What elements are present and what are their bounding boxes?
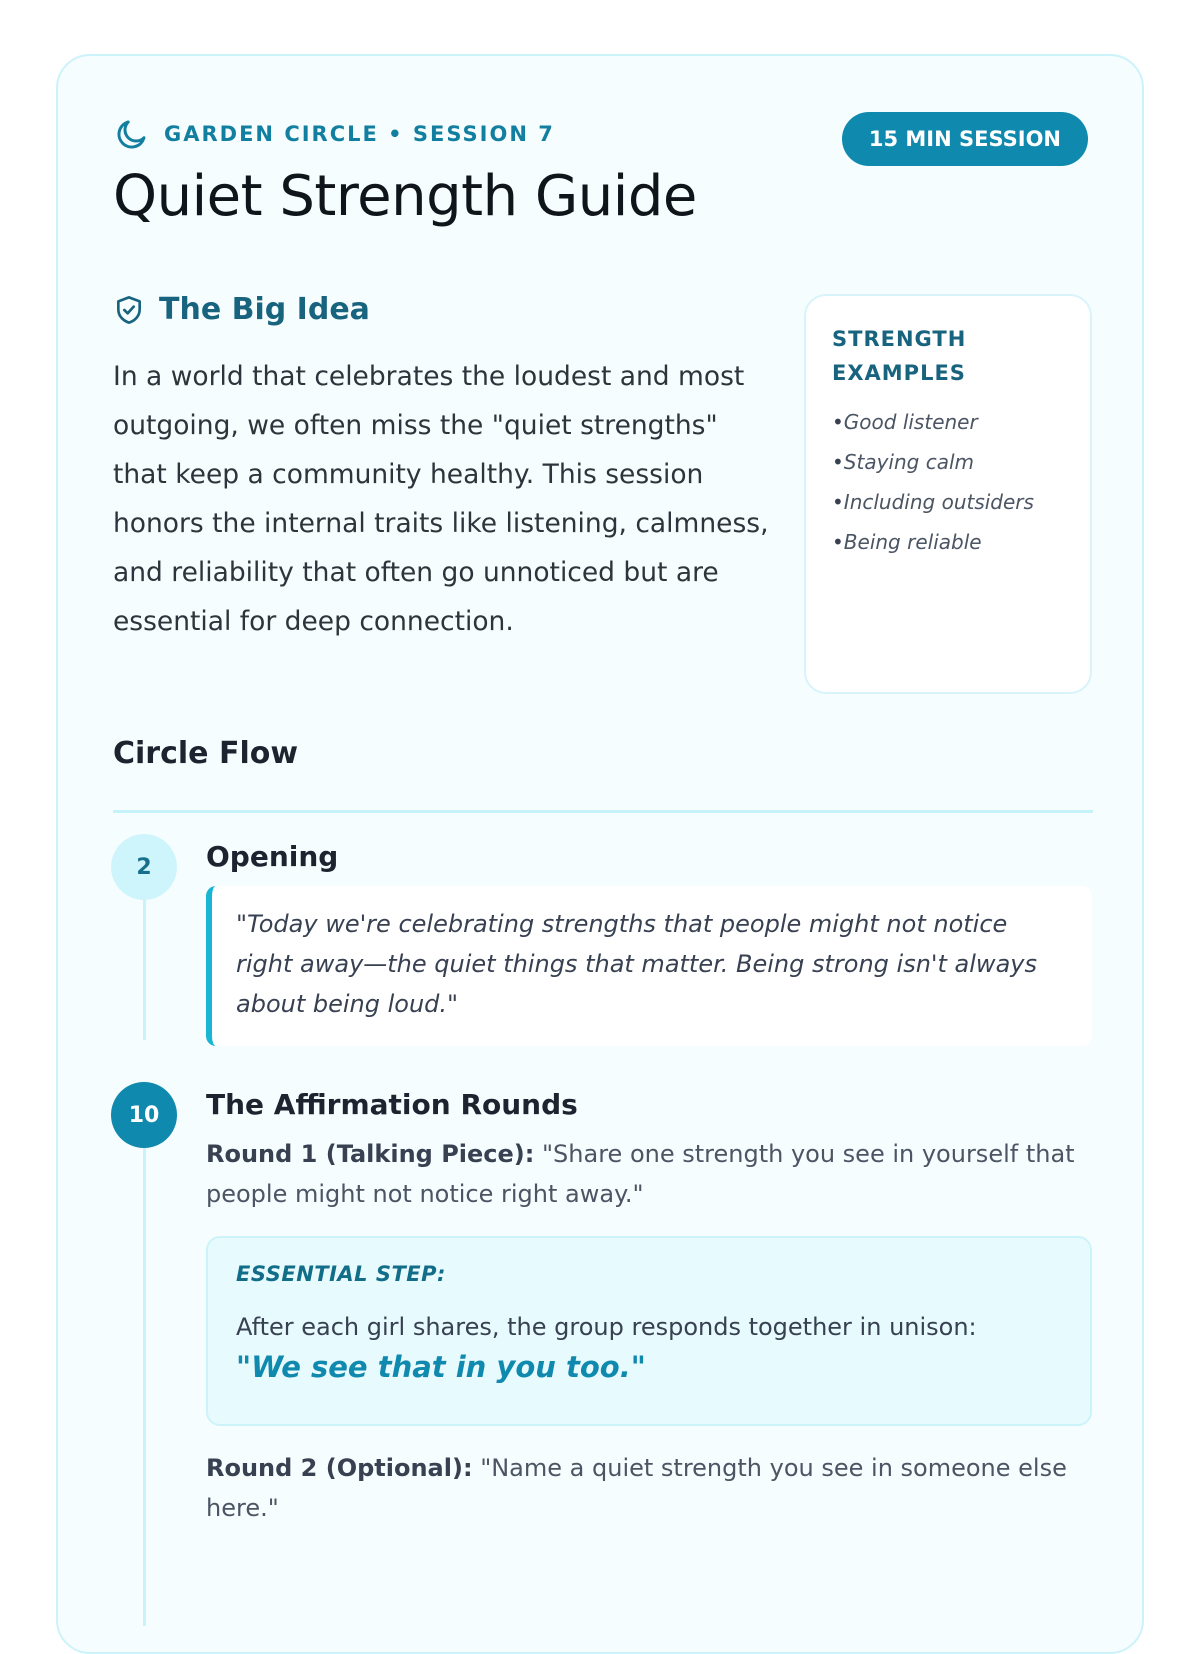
round-1-text bbox=[206, 1134, 1086, 1214]
round-2-label: Round 2 (Optional): bbox=[206, 1454, 473, 1482]
duration-badge: 15 MIN SESSION bbox=[842, 112, 1088, 166]
step-title-affirmation: The Affirmation Rounds bbox=[206, 1088, 578, 1121]
essential-step-text: After each girl shares, the group responds together in unison: bbox=[236, 1313, 977, 1341]
list-item: • Good listener bbox=[832, 402, 1064, 442]
big-idea-title: The Big Idea bbox=[159, 292, 370, 327]
session-eyebrow bbox=[114, 116, 555, 152]
moon-icon bbox=[114, 116, 150, 152]
round-2-text bbox=[206, 1448, 1086, 1528]
shield-check-icon bbox=[113, 294, 145, 326]
essential-step-quote: "We see that in you too." bbox=[236, 1350, 646, 1384]
essential-step-callout bbox=[206, 1236, 1092, 1426]
step-minutes-badge: 10 bbox=[111, 1082, 177, 1148]
round-2-prompt: "Name a quiet strength you see in someone else here." bbox=[206, 1454, 1067, 1522]
divider bbox=[113, 810, 1093, 813]
essential-step-label: ESSENTIAL STEP: bbox=[236, 1262, 446, 1286]
session-eyebrow-text: GARDEN CIRCLE • SESSION 7 bbox=[164, 122, 555, 146]
step-minutes-badge: 2 bbox=[111, 834, 177, 900]
round-1-label: Round 1 (Talking Piece): bbox=[206, 1140, 535, 1168]
list-item: • Staying calm bbox=[832, 442, 1064, 482]
strength-examples-title: STRENGTH EXAMPLES bbox=[832, 327, 967, 385]
strength-examples-list bbox=[832, 402, 1064, 562]
timeline-line bbox=[143, 888, 146, 1040]
opening-quote: "Today we're celebrating strengths that people might not notice right away—the quiet things that matter. Being strong isn't always about being loud." bbox=[206, 886, 1092, 1046]
strength-examples-box bbox=[804, 294, 1092, 694]
big-idea-body: In a world that celebrates the loudest and most outgoing, we often miss the "quiet strengths" that keep a community healthy. This session honors the internal traits like listening, calmness, and reliability that often go unnoticed but are essential for deep connection. bbox=[113, 361, 769, 637]
circle-flow-heading: Circle Flow bbox=[113, 736, 299, 771]
big-idea-heading bbox=[113, 292, 370, 327]
list-item: • Being reliable bbox=[832, 522, 1064, 562]
step-title-opening: Opening bbox=[206, 840, 339, 873]
list-item: • Including outsiders bbox=[832, 482, 1064, 522]
page-title: Quiet Strength Guide bbox=[113, 164, 697, 229]
session-card bbox=[56, 54, 1144, 1654]
timeline-line bbox=[143, 1136, 146, 1626]
round-1-prompt: "Share one strength you see in yourself that people might not notice right away." bbox=[206, 1140, 1075, 1208]
